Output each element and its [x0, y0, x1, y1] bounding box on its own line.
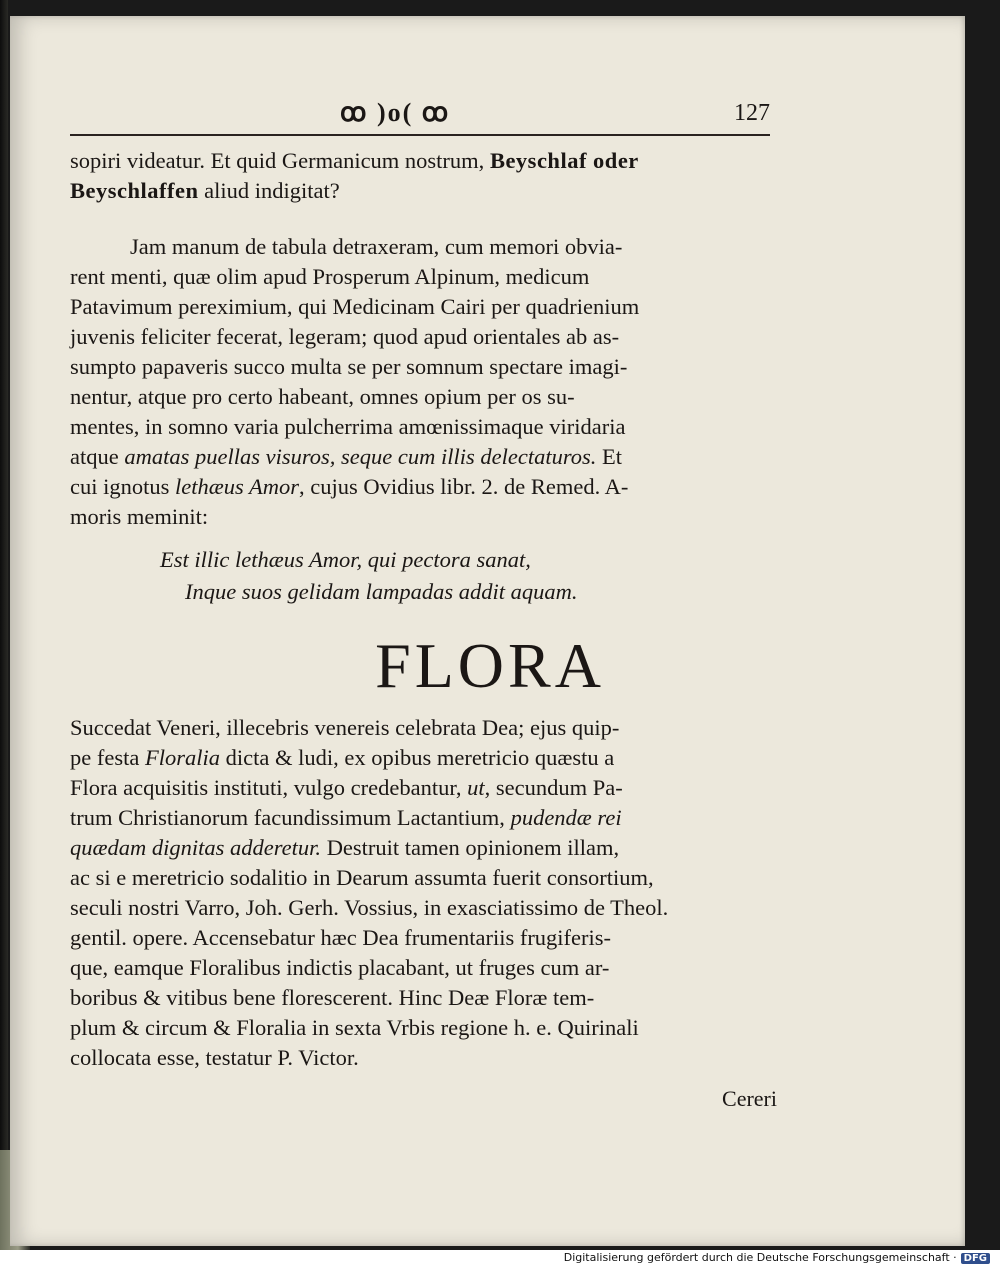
- text-line: gentil. opere. Accensebatur hæc Dea frumentariis frugiferis-: [70, 925, 612, 950]
- verse-line: Inque suos gelidam lampadas addit aquam.: [185, 579, 578, 604]
- text-line: Flora acquisitis instituti, vulgo credebantur, ut, secundum Pa-: [70, 775, 623, 800]
- verse-line: Est illic lethæus Amor, qui pectora sanat,: [160, 547, 531, 572]
- text-line: Patavimum pereximium, qui Medicinam Cairi per quadrienium: [70, 294, 640, 319]
- text-line: Succedat Veneri, illecebris venereis celebrata Dea; ejus quip-: [70, 715, 620, 740]
- book-page: [10, 16, 965, 1246]
- header-rule: [70, 134, 770, 136]
- text-line: mentes, in somno varia pulcherrima amœnissimaque viridaria: [70, 414, 626, 439]
- text-line: quædam dignitas adderetur. Destruit tamen opinionem illam,: [70, 835, 620, 860]
- text-line: Beyschlaffen aliud indigitat?: [70, 178, 340, 203]
- paragraph-flora: [70, 713, 780, 1073]
- paragraph-jam: [70, 232, 780, 532]
- text-line: boribus & vitibus bene florescerent. Hinc Deæ Floræ tem-: [70, 985, 595, 1010]
- text-line: que, eamque Floralibus indictis placabant, ut fruges cum ar-: [70, 955, 610, 980]
- paragraph-continued: [70, 146, 780, 206]
- text-line: collocata esse, testatur P. Victor.: [70, 1045, 359, 1070]
- page-number: 127: [734, 100, 770, 126]
- header-ornament: ꝏ )o( ꝏ: [340, 98, 451, 127]
- ovid-quotation: [160, 544, 720, 608]
- text-line: sopiri videatur. Et quid Germanicum nostrum, Beyschlaf oder: [70, 148, 639, 173]
- text-line: moris meminit:: [70, 504, 209, 529]
- running-header: [70, 98, 770, 138]
- text-line: trum Christianorum facundissimum Lactantium, pudendæ rei: [70, 805, 622, 830]
- text-line: atque amatas puellas visuros, seque cum illis delectaturos. Et: [70, 444, 623, 469]
- section-title: FLORA: [375, 630, 605, 701]
- digitization-credit: [564, 1251, 990, 1264]
- text-line: sumpto papaveris succo multa se per somnum spectare imagi-: [70, 354, 628, 379]
- text-line: juvenis feliciter fecerat, legeram; quod apud orientales ab as-: [70, 324, 620, 349]
- book-spine-shadow: [0, 0, 8, 1250]
- fraktur-text: Beyschlaffen: [70, 178, 199, 203]
- text-line: cui ignotus lethæus Amor, cujus Ovidius libr. 2. de Remed. A-: [70, 474, 629, 499]
- fraktur-text: Beyschlaf oder: [489, 148, 639, 173]
- text-line: seculi nostri Varro, Joh. Gerh. Vossius, in exasciatissimo de Theol.: [70, 895, 669, 920]
- text-line: ac si e meretricio sodalitio in Dearum assumta fuerit consortium,: [70, 865, 654, 890]
- text-line: rent menti, quæ olim apud Prosperum Alpinum, medicum: [70, 264, 590, 289]
- credit-text: Digitalisierung gefördert durch die Deutsche Forschungsgemeinschaft ·: [563, 1251, 957, 1264]
- text-line: Jam manum de tabula detraxeram, cum memori obvia-: [130, 234, 623, 259]
- catchword: Cereri: [722, 1086, 777, 1111]
- text-line: nentur, atque pro certo habeant, omnes opium per os su-: [70, 384, 575, 409]
- text-line: pe festa Floralia dicta & ludi, ex opibus meretricio quæstu a: [70, 745, 615, 770]
- dfg-logo-icon: DFG: [961, 1253, 990, 1264]
- text-line: plum & circum & Floralia in sexta Vrbis regione h. e. Quirinali: [70, 1015, 639, 1040]
